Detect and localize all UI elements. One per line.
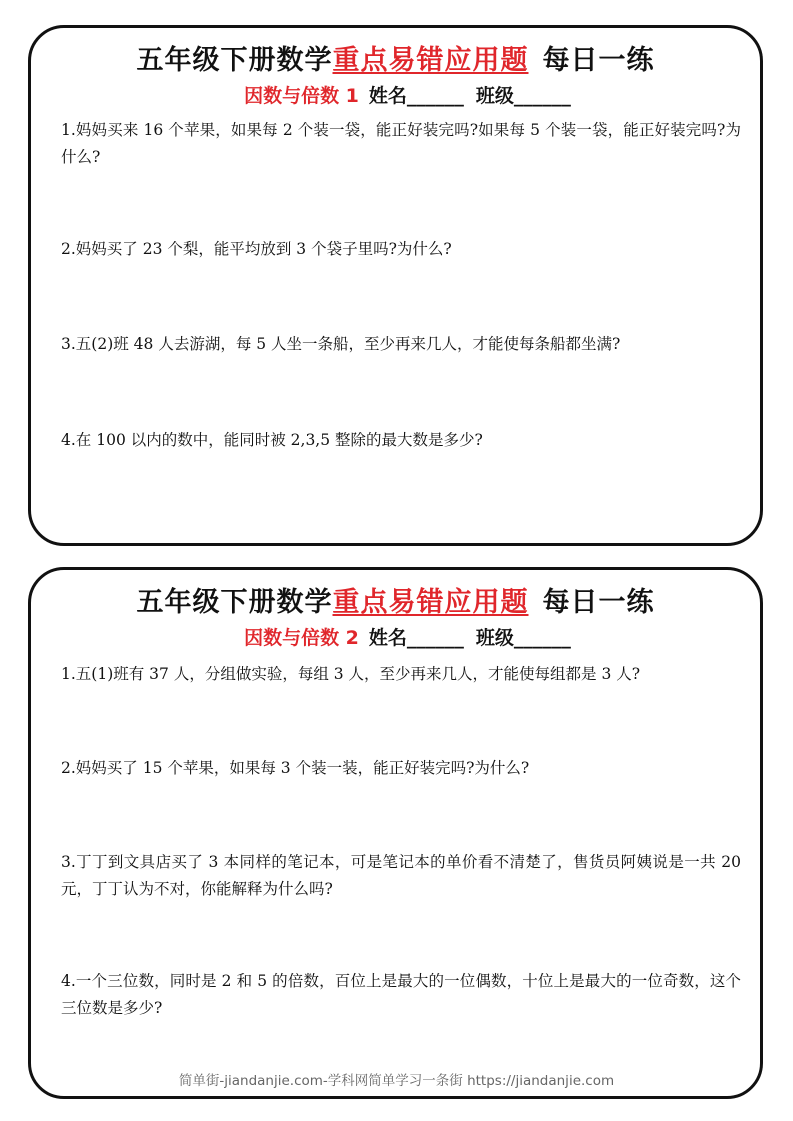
question-3: 3.五(2)班 48 人去游湖，每 5 人坐一条船，至少再来几人，才能使每条船都坐满? bbox=[61, 335, 621, 353]
title-main: 五年级下册数学 bbox=[136, 587, 333, 618]
question-1: 1.五(1)班有 37 人，分组做实验，每组 3 人，至少再来几人，才能使每组都是 3 人? bbox=[61, 665, 641, 683]
class-field: 班级______ bbox=[475, 85, 571, 107]
class-field: 班级______ bbox=[475, 627, 571, 649]
question-2: 2.妈妈买了 23 个梨，能平均放到 3 个袋子里吗?为什么? bbox=[61, 240, 452, 258]
title-tail: 每日一练 bbox=[542, 45, 655, 76]
question-4: 4.一个三位数，同时是 2 和 5 的倍数，百位上是最大的一位偶数，十位上是最大的一位奇数，这个三位数是多少? bbox=[61, 972, 741, 1017]
title-tail: 每日一练 bbox=[542, 587, 655, 618]
worksheet-subtitle bbox=[31, 623, 760, 650]
worksheet-subtitle bbox=[31, 81, 760, 108]
footer-watermark: 简单街-jiandanjie.com-学科网简单学习一条街 https://jiandanjie.com bbox=[178, 1073, 615, 1089]
question-1: 1.妈妈买来 16 个苹果，如果每 2 个装一袋，能正好装完吗?如果每 5 个装一袋，能正好装完吗?为什么? bbox=[61, 121, 741, 166]
worksheet-title bbox=[31, 38, 760, 77]
title-highlight: 重点易错应用题 bbox=[332, 587, 529, 618]
title-main: 五年级下册数学 bbox=[136, 45, 333, 76]
topic-label: 因数与倍数 1 bbox=[244, 85, 359, 107]
topic-label: 因数与倍数 2 bbox=[244, 627, 359, 649]
worksheet-card-2 bbox=[28, 567, 763, 1099]
question-4: 4.在 100 以内的数中，能同时被 2,3,5 整除的最大数是多少? bbox=[61, 431, 483, 449]
question-3: 3.丁丁到文具店买了 3 本同样的笔记本，可是笔记本的单价看不清楚了，售货员阿姨说是一共 20 元，丁丁认为不对，你能解释为什么吗? bbox=[61, 853, 741, 898]
name-field: 姓名______ bbox=[368, 85, 464, 107]
worksheet-card-1 bbox=[28, 25, 763, 546]
title-highlight: 重点易错应用题 bbox=[332, 45, 529, 76]
question-2: 2.妈妈买了 15 个苹果，如果每 3 个装一装，能正好装完吗?为什么? bbox=[61, 759, 530, 777]
name-field: 姓名______ bbox=[368, 627, 464, 649]
worksheet-title bbox=[31, 580, 760, 619]
